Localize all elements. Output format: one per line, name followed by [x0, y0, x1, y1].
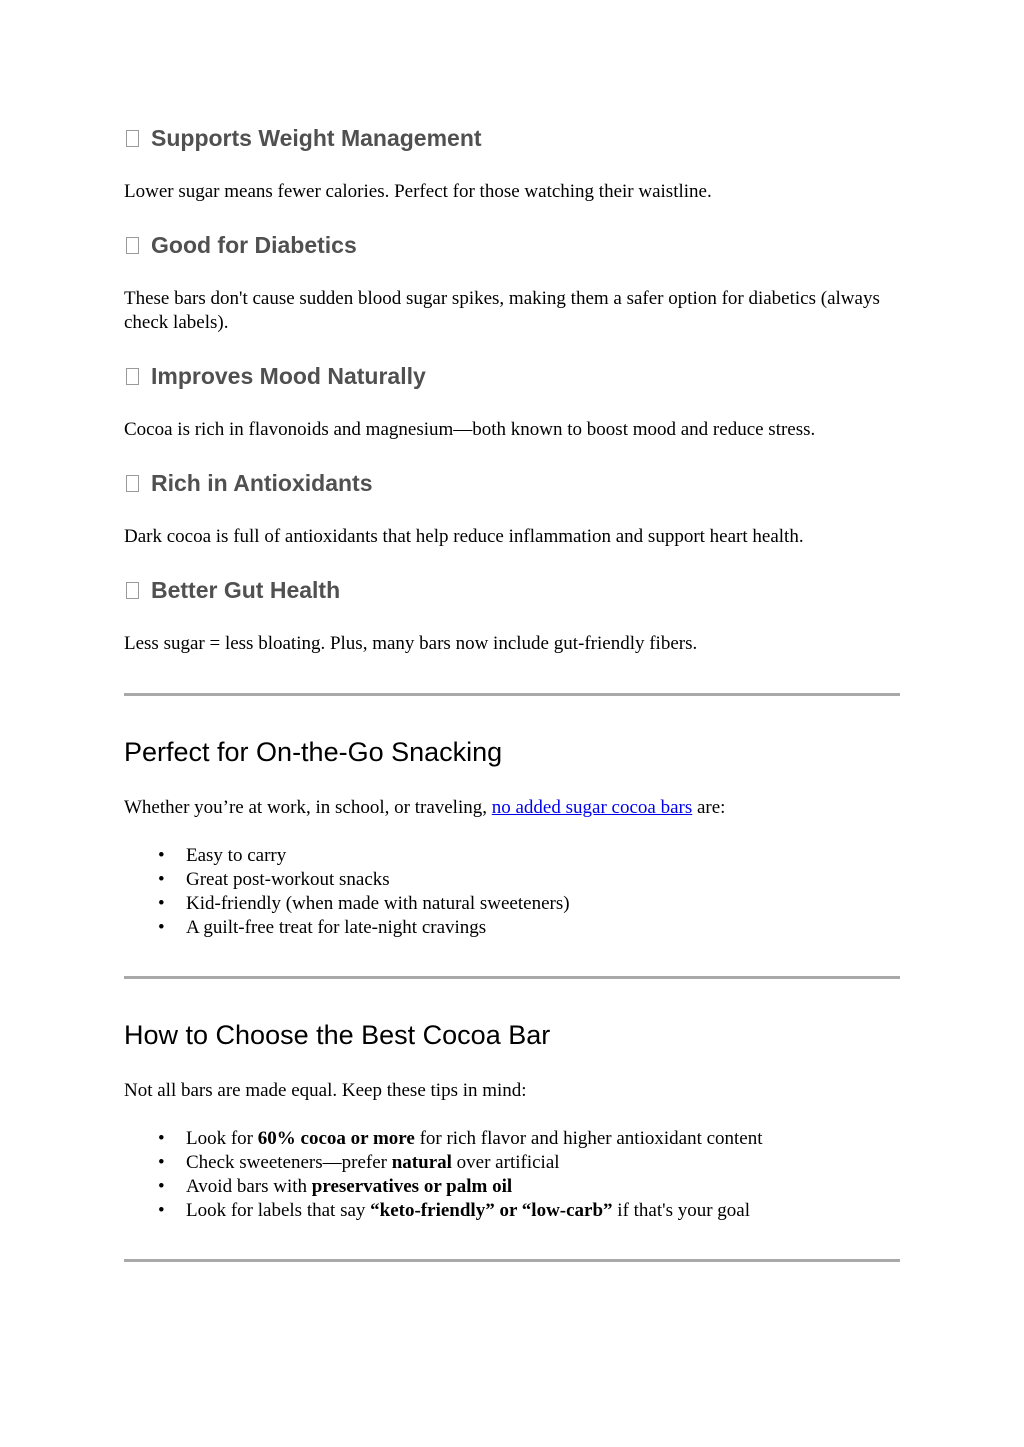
- horizontal-rule: [124, 693, 900, 696]
- benefit-heading: [124, 124, 900, 152]
- section-title-snacking: Perfect for On-the-Go Snacking: [124, 737, 503, 767]
- bullet-icon: •: [158, 845, 165, 866]
- bullet-icon: •: [158, 1176, 165, 1197]
- snacking-intro-end: are:: [692, 797, 726, 818]
- bullet-icon: •: [158, 893, 165, 914]
- benefit-text: Dark cocoa is full of antioxidants that help reduce inflammation and support heart health.: [124, 526, 804, 547]
- missing-glyph-icon: [126, 237, 139, 254]
- tip-emphasis: 60% cocoa or more: [257, 1128, 415, 1149]
- benefit-heading-text: Rich in Antioxidants: [151, 470, 373, 496]
- benefit-heading: [124, 231, 900, 259]
- benefit-heading: [124, 362, 900, 390]
- benefit-mood: [124, 362, 900, 390]
- list-item: [124, 892, 900, 916]
- benefit-antioxidants: [124, 469, 900, 497]
- tip-emphasis: preservatives or palm oil: [311, 1176, 513, 1197]
- choose-intro: Not all bars are made equal. Keep these tips in mind:: [124, 1080, 527, 1101]
- tip-text: Avoid bars with: [186, 1176, 312, 1197]
- horizontal-rule: [124, 1259, 900, 1262]
- missing-glyph-icon: [126, 582, 139, 599]
- benefit-gut-health: [124, 576, 900, 604]
- benefit-heading: [124, 469, 900, 497]
- benefit-heading-text: Supports Weight Management: [151, 125, 482, 151]
- bullet-icon: •: [158, 1152, 165, 1173]
- list-item: [124, 916, 900, 940]
- tip-emphasis: “keto-friendly” or “low-carb”: [370, 1200, 613, 1221]
- benefit-heading: [124, 576, 900, 604]
- benefit-heading-text: Improves Mood Naturally: [151, 363, 426, 389]
- bullet-icon: •: [158, 1128, 165, 1149]
- benefit-text: Lower sugar means fewer calories. Perfect for those watching their waistline.: [124, 181, 712, 202]
- missing-glyph-icon: [126, 130, 139, 147]
- tip-text: Look for labels that say: [186, 1200, 371, 1221]
- choose-tips-list: [124, 1127, 900, 1223]
- benefit-text: These bars don't cause sudden blood sugar spikes, making them a safer option for diabetics (always check labels).: [124, 288, 880, 333]
- list-item: [124, 1151, 900, 1175]
- missing-glyph-icon: [126, 475, 139, 492]
- benefit-text: Cocoa is rich in flavonoids and magnesium—both known to boost mood and reduce stress.: [124, 419, 816, 440]
- list-item-text: Great post-workout snacks: [186, 869, 390, 890]
- list-item: [124, 868, 900, 892]
- snacking-list: [124, 844, 900, 940]
- benefit-heading-text: Better Gut Health: [151, 577, 341, 603]
- bullet-icon: •: [158, 869, 165, 890]
- missing-glyph-icon: [126, 368, 139, 385]
- snacking-intro: [124, 796, 900, 820]
- benefit-diabetics: [124, 231, 900, 259]
- tip-text: over artificial: [451, 1152, 560, 1173]
- benefit-text: Less sugar = less bloating. Plus, many bars now include gut-friendly fibers.: [124, 633, 698, 654]
- bullet-icon: •: [158, 1200, 165, 1221]
- tip-text: Look for: [186, 1128, 258, 1149]
- horizontal-rule: [124, 976, 900, 979]
- list-item: [124, 1175, 900, 1199]
- section-title-choose: How to Choose the Best Cocoa Bar: [124, 1020, 551, 1050]
- cocoa-bars-link[interactable]: no added sugar cocoa bars: [491, 797, 693, 818]
- benefit-heading-text: Good for Diabetics: [151, 232, 357, 258]
- tip-emphasis: natural: [391, 1152, 452, 1173]
- list-item: [124, 1127, 900, 1151]
- list-item-text: Easy to carry: [186, 845, 287, 866]
- list-item: [124, 1199, 900, 1223]
- tip-text: if that's your goal: [612, 1200, 750, 1221]
- bullet-icon: •: [158, 917, 165, 938]
- list-item-text: A guilt-free treat for late-night cravings: [186, 917, 487, 938]
- benefit-weight-management: [124, 124, 900, 152]
- snacking-intro-text: Whether you’re at work, in school, or traveling,: [124, 797, 492, 818]
- list-item-text: Kid-friendly (when made with natural sweeteners): [186, 893, 570, 914]
- tip-text: Check sweeteners—prefer: [186, 1152, 392, 1173]
- tip-text: for rich flavor and higher antioxidant content: [414, 1128, 763, 1149]
- list-item: [124, 844, 900, 868]
